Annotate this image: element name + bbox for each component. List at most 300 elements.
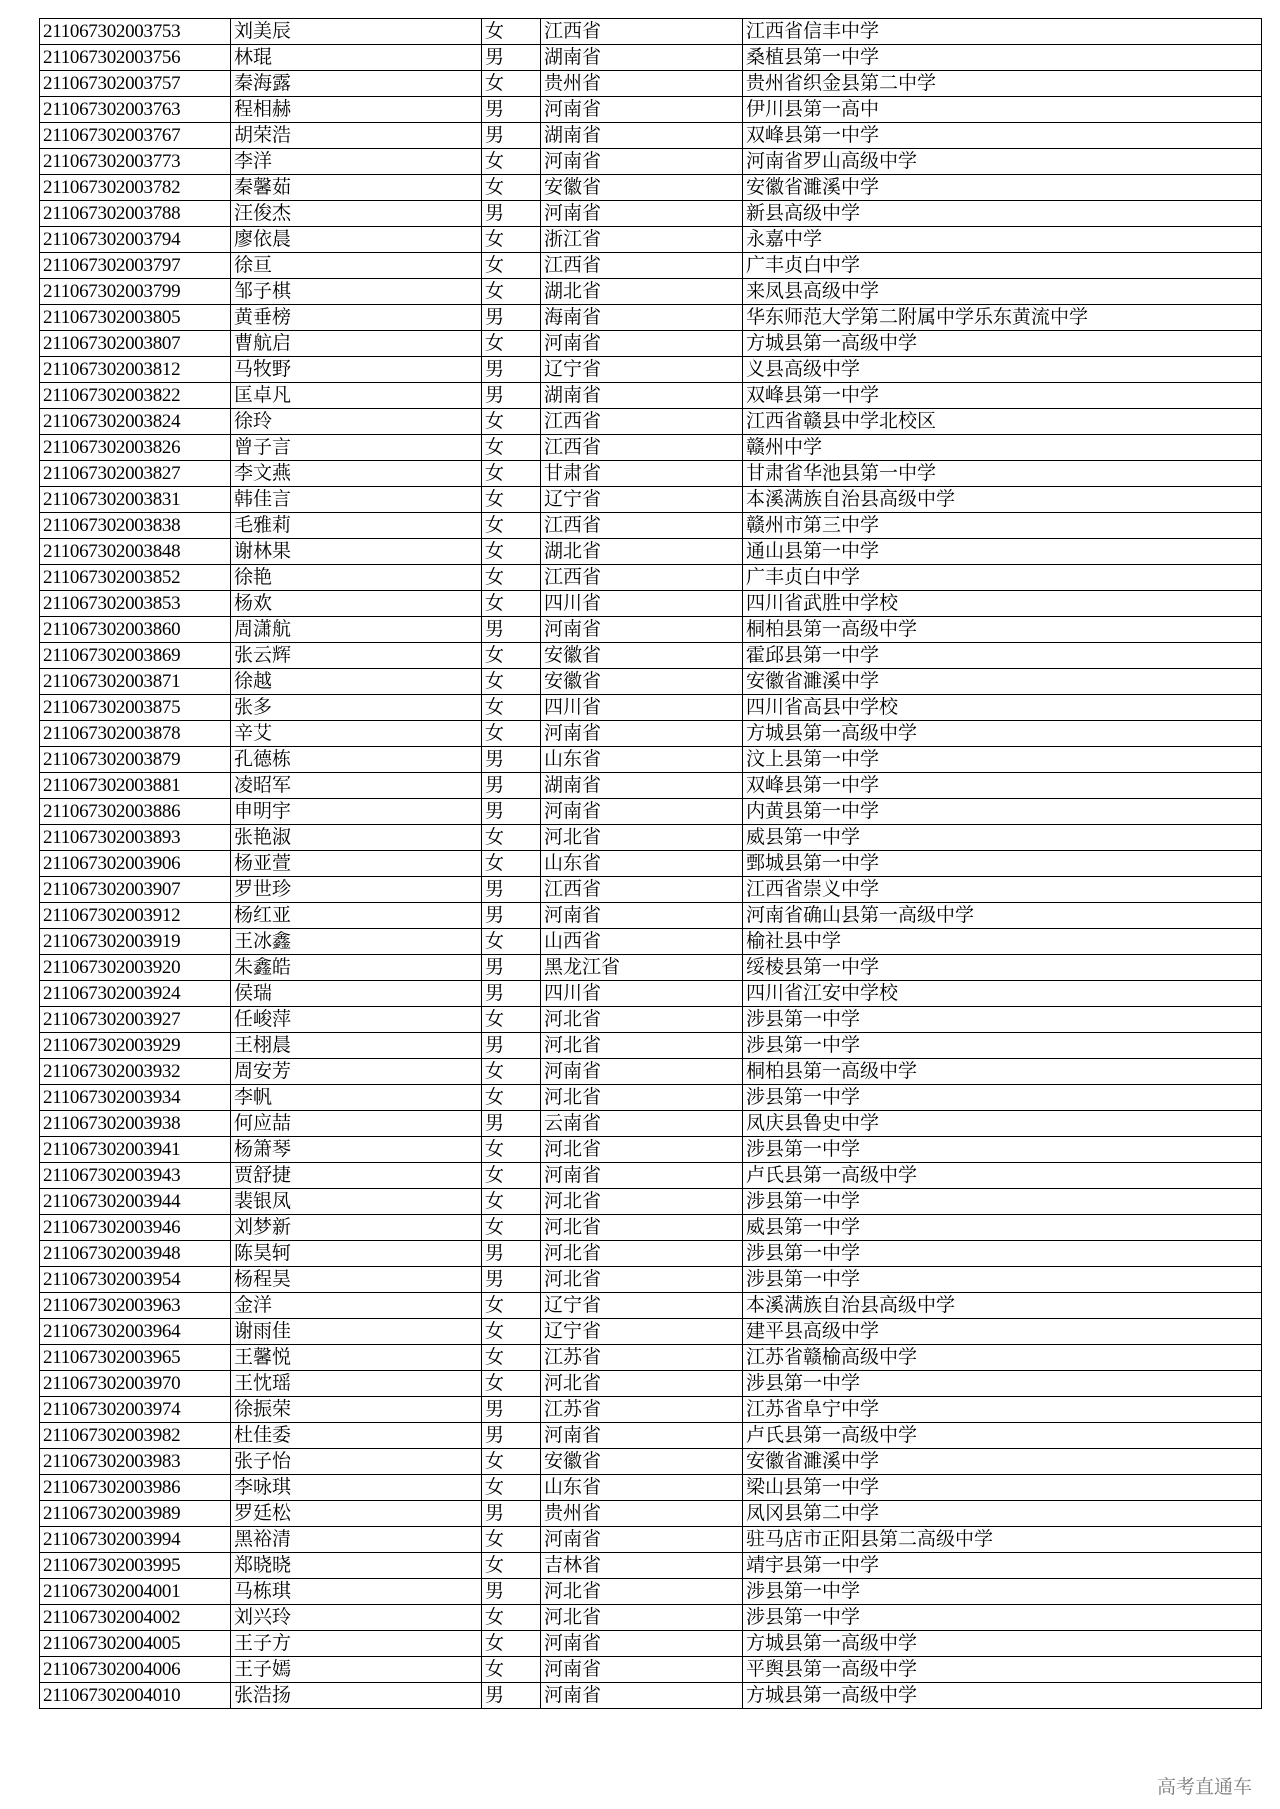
exam-number-cell: 211067302003989 xyxy=(40,1501,231,1527)
gender-cell: 女 xyxy=(482,149,541,175)
exam-number-cell: 211067302003871 xyxy=(40,669,231,695)
exam-number-cell: 211067302003838 xyxy=(40,513,231,539)
province-cell: 河北省 xyxy=(541,1605,743,1631)
school-cell: 涉县第一中学 xyxy=(743,1033,1262,1059)
exam-number-cell: 211067302003938 xyxy=(40,1111,231,1137)
school-cell: 涉县第一中学 xyxy=(743,1579,1262,1605)
name-cell: 秦海露 xyxy=(231,71,482,97)
province-cell: 河北省 xyxy=(541,1371,743,1397)
exam-number-cell: 211067302004002 xyxy=(40,1605,231,1631)
gender-cell: 女 xyxy=(482,669,541,695)
exam-number-cell: 211067302004001 xyxy=(40,1579,231,1605)
school-cell: 建平县高级中学 xyxy=(743,1319,1262,1345)
province-cell: 河北省 xyxy=(541,1241,743,1267)
gender-cell: 男 xyxy=(482,383,541,409)
province-cell: 河南省 xyxy=(541,331,743,357)
table-row xyxy=(40,1137,1262,1163)
gender-cell: 女 xyxy=(482,513,541,539)
table-row xyxy=(40,1631,1262,1657)
gender-cell: 女 xyxy=(482,487,541,513)
school-cell: 涉县第一中学 xyxy=(743,1371,1262,1397)
gender-cell: 男 xyxy=(482,1423,541,1449)
exam-number-cell: 211067302003974 xyxy=(40,1397,231,1423)
table-row xyxy=(40,539,1262,565)
gender-cell: 男 xyxy=(482,981,541,1007)
school-cell: 甘肃省华池县第一中学 xyxy=(743,461,1262,487)
gender-cell: 男 xyxy=(482,45,541,71)
table-row xyxy=(40,487,1262,513)
table-row xyxy=(40,1683,1262,1709)
name-cell: 王子嫣 xyxy=(231,1657,482,1683)
gender-cell: 男 xyxy=(482,1241,541,1267)
exam-number-cell: 211067302003869 xyxy=(40,643,231,669)
gender-cell: 男 xyxy=(482,1033,541,1059)
province-cell: 安徽省 xyxy=(541,669,743,695)
name-cell: 辛艾 xyxy=(231,721,482,747)
gender-cell: 女 xyxy=(482,227,541,253)
province-cell: 河北省 xyxy=(541,1267,743,1293)
exam-number-cell: 211067302003954 xyxy=(40,1267,231,1293)
name-cell: 凌昭军 xyxy=(231,773,482,799)
school-cell: 河南省确山县第一高级中学 xyxy=(743,903,1262,929)
name-cell: 谢雨佳 xyxy=(231,1319,482,1345)
exam-number-cell: 211067302003805 xyxy=(40,305,231,331)
exam-number-cell: 211067302004006 xyxy=(40,1657,231,1683)
gender-cell: 男 xyxy=(482,955,541,981)
exam-number-cell: 211067302003886 xyxy=(40,799,231,825)
name-cell: 王栩晨 xyxy=(231,1033,482,1059)
watermark: 高考直通车 xyxy=(1156,1776,1252,1798)
table-row xyxy=(40,799,1262,825)
name-cell: 张云辉 xyxy=(231,643,482,669)
school-cell: 华东师范大学第二附属中学乐东黄流中学 xyxy=(743,305,1262,331)
school-cell: 通山县第一中学 xyxy=(743,539,1262,565)
exam-number-cell: 211067302003753 xyxy=(40,19,231,45)
province-cell: 河北省 xyxy=(541,1033,743,1059)
province-cell: 河南省 xyxy=(541,799,743,825)
name-cell: 徐亘 xyxy=(231,253,482,279)
school-cell: 方城县第一高级中学 xyxy=(743,1683,1262,1709)
gender-cell: 女 xyxy=(482,279,541,305)
exam-number-cell: 211067302003799 xyxy=(40,279,231,305)
table-row xyxy=(40,565,1262,591)
name-cell: 毛雅莉 xyxy=(231,513,482,539)
table-row xyxy=(40,929,1262,955)
gender-cell: 女 xyxy=(482,1137,541,1163)
name-cell: 匡卓凡 xyxy=(231,383,482,409)
school-cell: 桐柏县第一高级中学 xyxy=(743,617,1262,643)
name-cell: 韩佳言 xyxy=(231,487,482,513)
name-cell: 林琨 xyxy=(231,45,482,71)
table-row xyxy=(40,19,1262,45)
school-cell: 四川省江安中学校 xyxy=(743,981,1262,1007)
exam-number-cell: 211067302003767 xyxy=(40,123,231,149)
name-cell: 罗世珍 xyxy=(231,877,482,903)
name-cell: 王冰鑫 xyxy=(231,929,482,955)
province-cell: 安徽省 xyxy=(541,1449,743,1475)
exam-number-cell: 211067302003919 xyxy=(40,929,231,955)
table-row xyxy=(40,1397,1262,1423)
name-cell: 孔德栋 xyxy=(231,747,482,773)
exam-number-cell: 211067302003995 xyxy=(40,1553,231,1579)
table-row xyxy=(40,851,1262,877)
province-cell: 甘肃省 xyxy=(541,461,743,487)
table-row xyxy=(40,1189,1262,1215)
name-cell: 申明宇 xyxy=(231,799,482,825)
table-row xyxy=(40,903,1262,929)
gender-cell: 男 xyxy=(482,1267,541,1293)
gender-cell: 男 xyxy=(482,357,541,383)
name-cell: 杨欢 xyxy=(231,591,482,617)
exam-number-cell: 211067302004005 xyxy=(40,1631,231,1657)
gender-cell: 女 xyxy=(482,1631,541,1657)
exam-number-cell: 211067302003907 xyxy=(40,877,231,903)
province-cell: 山东省 xyxy=(541,1475,743,1501)
gender-cell: 女 xyxy=(482,1319,541,1345)
gender-cell: 女 xyxy=(482,695,541,721)
province-cell: 江西省 xyxy=(541,513,743,539)
school-cell: 涉县第一中学 xyxy=(743,1007,1262,1033)
province-cell: 湖南省 xyxy=(541,383,743,409)
name-cell: 程相赫 xyxy=(231,97,482,123)
name-cell: 裴银凤 xyxy=(231,1189,482,1215)
province-cell: 河南省 xyxy=(541,721,743,747)
exam-number-cell: 211067302003826 xyxy=(40,435,231,461)
school-cell: 江西省信丰中学 xyxy=(743,19,1262,45)
exam-number-cell: 211067302003794 xyxy=(40,227,231,253)
gender-cell: 女 xyxy=(482,721,541,747)
name-cell: 李帆 xyxy=(231,1085,482,1111)
table-row xyxy=(40,149,1262,175)
name-cell: 张艳淑 xyxy=(231,825,482,851)
table-row xyxy=(40,1215,1262,1241)
gender-cell: 女 xyxy=(482,1371,541,1397)
name-cell: 周安芳 xyxy=(231,1059,482,1085)
table-row xyxy=(40,71,1262,97)
exam-number-cell: 211067302003860 xyxy=(40,617,231,643)
table-row xyxy=(40,1657,1262,1683)
table-row xyxy=(40,773,1262,799)
table-row xyxy=(40,617,1262,643)
school-cell: 来凤县高级中学 xyxy=(743,279,1262,305)
exam-number-cell: 211067302003927 xyxy=(40,1007,231,1033)
school-cell: 义县高级中学 xyxy=(743,357,1262,383)
table-row xyxy=(40,1371,1262,1397)
province-cell: 辽宁省 xyxy=(541,1319,743,1345)
gender-cell: 女 xyxy=(482,461,541,487)
province-cell: 河北省 xyxy=(541,825,743,851)
name-cell: 杨箫琴 xyxy=(231,1137,482,1163)
province-cell: 浙江省 xyxy=(541,227,743,253)
school-cell: 新县高级中学 xyxy=(743,201,1262,227)
exam-number-cell: 211067302003946 xyxy=(40,1215,231,1241)
table-row xyxy=(40,1085,1262,1111)
school-cell: 涉县第一中学 xyxy=(743,1267,1262,1293)
province-cell: 贵州省 xyxy=(541,71,743,97)
gender-cell: 男 xyxy=(482,1111,541,1137)
table-row xyxy=(40,1059,1262,1085)
gender-cell: 男 xyxy=(482,123,541,149)
table-row xyxy=(40,695,1262,721)
province-cell: 安徽省 xyxy=(541,175,743,201)
school-cell: 涉县第一中学 xyxy=(743,1605,1262,1631)
exam-number-cell: 211067302003782 xyxy=(40,175,231,201)
name-cell: 秦馨茹 xyxy=(231,175,482,201)
roster-body xyxy=(40,19,1262,1709)
exam-number-cell: 211067302003982 xyxy=(40,1423,231,1449)
name-cell: 马牧野 xyxy=(231,357,482,383)
province-cell: 河南省 xyxy=(541,1527,743,1553)
province-cell: 黑龙江省 xyxy=(541,955,743,981)
exam-number-cell: 211067302003963 xyxy=(40,1293,231,1319)
exam-number-cell: 211067302003881 xyxy=(40,773,231,799)
school-cell: 凤冈县第二中学 xyxy=(743,1501,1262,1527)
gender-cell: 男 xyxy=(482,1397,541,1423)
table-row xyxy=(40,123,1262,149)
name-cell: 金洋 xyxy=(231,1293,482,1319)
name-cell: 朱鑫皓 xyxy=(231,955,482,981)
gender-cell: 男 xyxy=(482,305,541,331)
gender-cell: 女 xyxy=(482,643,541,669)
school-cell: 梁山县第一中学 xyxy=(743,1475,1262,1501)
table-row xyxy=(40,1501,1262,1527)
gender-cell: 女 xyxy=(482,1553,541,1579)
table-row xyxy=(40,1449,1262,1475)
province-cell: 江西省 xyxy=(541,565,743,591)
gender-cell: 女 xyxy=(482,929,541,955)
school-cell: 汶上县第一中学 xyxy=(743,747,1262,773)
table-row xyxy=(40,461,1262,487)
table-row xyxy=(40,1475,1262,1501)
exam-number-cell: 211067302003831 xyxy=(40,487,231,513)
exam-number-cell: 211067302003848 xyxy=(40,539,231,565)
table-row xyxy=(40,383,1262,409)
table-row xyxy=(40,1579,1262,1605)
gender-cell: 女 xyxy=(482,19,541,45)
school-cell: 河南省罗山高级中学 xyxy=(743,149,1262,175)
exam-number-cell: 211067302003944 xyxy=(40,1189,231,1215)
province-cell: 山东省 xyxy=(541,747,743,773)
table-row xyxy=(40,1553,1262,1579)
name-cell: 徐艳 xyxy=(231,565,482,591)
exam-number-cell: 211067302003970 xyxy=(40,1371,231,1397)
exam-number-cell: 211067302003965 xyxy=(40,1345,231,1371)
table-row xyxy=(40,409,1262,435)
school-cell: 本溪满族自治县高级中学 xyxy=(743,487,1262,513)
exam-number-cell: 211067302003853 xyxy=(40,591,231,617)
province-cell: 辽宁省 xyxy=(541,1293,743,1319)
exam-number-cell: 211067302003906 xyxy=(40,851,231,877)
exam-number-cell: 211067302003807 xyxy=(40,331,231,357)
province-cell: 湖南省 xyxy=(541,123,743,149)
province-cell: 四川省 xyxy=(541,591,743,617)
table-row xyxy=(40,955,1262,981)
school-cell: 江西省赣县中学北校区 xyxy=(743,409,1262,435)
province-cell: 河南省 xyxy=(541,1163,743,1189)
school-cell: 赣州市第三中学 xyxy=(743,513,1262,539)
province-cell: 海南省 xyxy=(541,305,743,331)
province-cell: 山东省 xyxy=(541,851,743,877)
name-cell: 胡荣浩 xyxy=(231,123,482,149)
table-row xyxy=(40,643,1262,669)
table-row xyxy=(40,669,1262,695)
exam-number-cell: 211067302003879 xyxy=(40,747,231,773)
province-cell: 四川省 xyxy=(541,981,743,1007)
gender-cell: 女 xyxy=(482,71,541,97)
name-cell: 刘美辰 xyxy=(231,19,482,45)
table-row xyxy=(40,357,1262,383)
table-row xyxy=(40,1293,1262,1319)
name-cell: 李咏琪 xyxy=(231,1475,482,1501)
province-cell: 江西省 xyxy=(541,19,743,45)
school-cell: 凤庆县鲁史中学 xyxy=(743,1111,1262,1137)
exam-number-cell: 211067302003788 xyxy=(40,201,231,227)
exam-number-cell: 211067302003924 xyxy=(40,981,231,1007)
gender-cell: 男 xyxy=(482,1501,541,1527)
name-cell: 侯瑞 xyxy=(231,981,482,1007)
exam-number-cell: 211067302003943 xyxy=(40,1163,231,1189)
gender-cell: 女 xyxy=(482,1215,541,1241)
exam-number-cell: 211067302004010 xyxy=(40,1683,231,1709)
gender-cell: 男 xyxy=(482,773,541,799)
school-cell: 方城县第一高级中学 xyxy=(743,721,1262,747)
table-row xyxy=(40,1605,1262,1631)
table-row xyxy=(40,279,1262,305)
gender-cell: 女 xyxy=(482,1007,541,1033)
school-cell: 安徽省濉溪中学 xyxy=(743,175,1262,201)
exam-number-cell: 211067302003757 xyxy=(40,71,231,97)
name-cell: 徐玲 xyxy=(231,409,482,435)
gender-cell: 女 xyxy=(482,1059,541,1085)
school-cell: 江苏省赣榆高级中学 xyxy=(743,1345,1262,1371)
table-row xyxy=(40,1267,1262,1293)
name-cell: 杨亚萱 xyxy=(231,851,482,877)
school-cell: 卢氏县第一高级中学 xyxy=(743,1163,1262,1189)
gender-cell: 女 xyxy=(482,1345,541,1371)
gender-cell: 女 xyxy=(482,1085,541,1111)
school-cell: 内黄县第一中学 xyxy=(743,799,1262,825)
school-cell: 安徽省濉溪中学 xyxy=(743,1449,1262,1475)
province-cell: 河北省 xyxy=(541,1137,743,1163)
table-row xyxy=(40,1033,1262,1059)
name-cell: 王忱瑶 xyxy=(231,1371,482,1397)
gender-cell: 女 xyxy=(482,253,541,279)
province-cell: 江西省 xyxy=(541,877,743,903)
exam-number-cell: 211067302003852 xyxy=(40,565,231,591)
table-row xyxy=(40,825,1262,851)
name-cell: 张多 xyxy=(231,695,482,721)
exam-number-cell: 211067302003934 xyxy=(40,1085,231,1111)
exam-number-cell: 211067302003875 xyxy=(40,695,231,721)
province-cell: 河南省 xyxy=(541,1683,743,1709)
exam-number-cell: 211067302003920 xyxy=(40,955,231,981)
table-row xyxy=(40,877,1262,903)
gender-cell: 男 xyxy=(482,1579,541,1605)
exam-number-cell: 211067302003929 xyxy=(40,1033,231,1059)
school-cell: 广丰贞白中学 xyxy=(743,565,1262,591)
exam-number-cell: 211067302003941 xyxy=(40,1137,231,1163)
province-cell: 河南省 xyxy=(541,201,743,227)
name-cell: 曾子言 xyxy=(231,435,482,461)
name-cell: 刘兴玲 xyxy=(231,1605,482,1631)
gender-cell: 女 xyxy=(482,851,541,877)
province-cell: 河南省 xyxy=(541,1631,743,1657)
table-row xyxy=(40,1241,1262,1267)
gender-cell: 女 xyxy=(482,825,541,851)
name-cell: 张浩扬 xyxy=(231,1683,482,1709)
gender-cell: 女 xyxy=(482,539,541,565)
school-cell: 江西省崇义中学 xyxy=(743,877,1262,903)
table-row xyxy=(40,513,1262,539)
province-cell: 河北省 xyxy=(541,1189,743,1215)
province-cell: 云南省 xyxy=(541,1111,743,1137)
name-cell: 郑晓晓 xyxy=(231,1553,482,1579)
name-cell: 徐振荣 xyxy=(231,1397,482,1423)
school-cell: 江苏省阜宁中学 xyxy=(743,1397,1262,1423)
gender-cell: 女 xyxy=(482,591,541,617)
name-cell: 陈昊轲 xyxy=(231,1241,482,1267)
school-cell: 四川省高县中学校 xyxy=(743,695,1262,721)
name-cell: 杜佳委 xyxy=(231,1423,482,1449)
table-row xyxy=(40,435,1262,461)
province-cell: 江苏省 xyxy=(541,1345,743,1371)
name-cell: 周潇航 xyxy=(231,617,482,643)
gender-cell: 男 xyxy=(482,201,541,227)
table-row xyxy=(40,1007,1262,1033)
exam-number-cell: 211067302003822 xyxy=(40,383,231,409)
name-cell: 廖依晨 xyxy=(231,227,482,253)
province-cell: 安徽省 xyxy=(541,643,743,669)
name-cell: 罗廷松 xyxy=(231,1501,482,1527)
school-cell: 本溪满族自治县高级中学 xyxy=(743,1293,1262,1319)
table-row xyxy=(40,1423,1262,1449)
name-cell: 贾舒捷 xyxy=(231,1163,482,1189)
gender-cell: 女 xyxy=(482,331,541,357)
exam-number-cell: 211067302003756 xyxy=(40,45,231,71)
exam-number-cell: 211067302003812 xyxy=(40,357,231,383)
province-cell: 河南省 xyxy=(541,1657,743,1683)
school-cell: 霍邱县第一中学 xyxy=(743,643,1262,669)
name-cell: 杨红亚 xyxy=(231,903,482,929)
name-cell: 徐越 xyxy=(231,669,482,695)
table-row xyxy=(40,253,1262,279)
gender-cell: 女 xyxy=(482,1527,541,1553)
school-cell: 赣州中学 xyxy=(743,435,1262,461)
school-cell: 双峰县第一中学 xyxy=(743,123,1262,149)
school-cell: 鄄城县第一中学 xyxy=(743,851,1262,877)
name-cell: 马栋琪 xyxy=(231,1579,482,1605)
table-row xyxy=(40,981,1262,1007)
school-cell: 威县第一中学 xyxy=(743,825,1262,851)
name-cell: 刘梦新 xyxy=(231,1215,482,1241)
school-cell: 双峰县第一中学 xyxy=(743,383,1262,409)
name-cell: 曹航启 xyxy=(231,331,482,357)
province-cell: 河南省 xyxy=(541,1059,743,1085)
school-cell: 双峰县第一中学 xyxy=(743,773,1262,799)
gender-cell: 女 xyxy=(482,1605,541,1631)
school-cell: 榆社县中学 xyxy=(743,929,1262,955)
school-cell: 方城县第一高级中学 xyxy=(743,331,1262,357)
school-cell: 贵州省织金县第二中学 xyxy=(743,71,1262,97)
province-cell: 河南省 xyxy=(541,1423,743,1449)
table-row xyxy=(40,1319,1262,1345)
table-row xyxy=(40,721,1262,747)
table-row xyxy=(40,201,1262,227)
table-row xyxy=(40,1527,1262,1553)
province-cell: 河北省 xyxy=(541,1215,743,1241)
province-cell: 江西省 xyxy=(541,409,743,435)
school-cell: 安徽省濉溪中学 xyxy=(743,669,1262,695)
